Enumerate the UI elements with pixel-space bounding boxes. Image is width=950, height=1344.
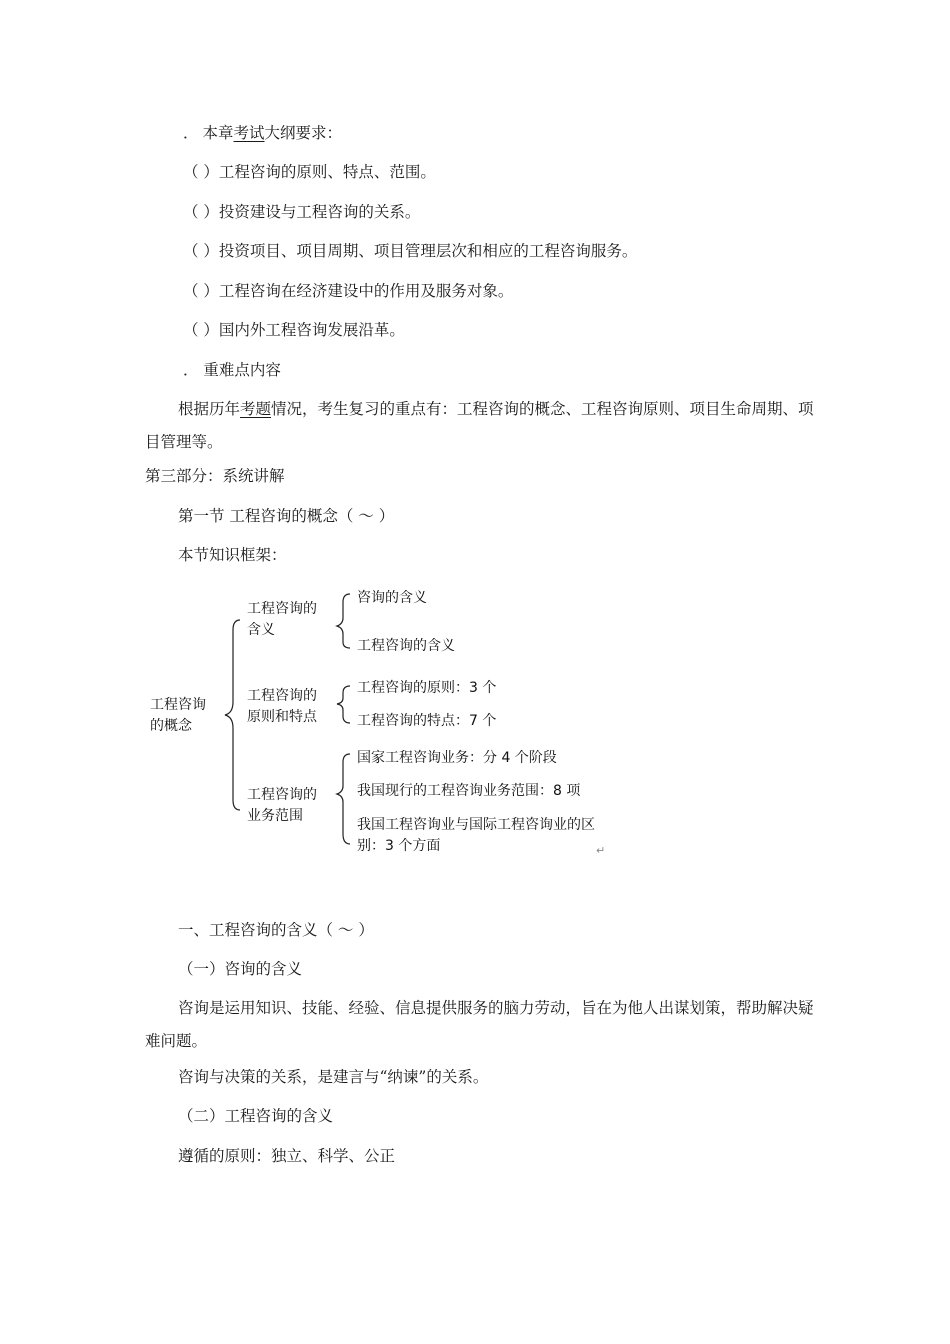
- heading-dot: ．: [183, 124, 199, 142]
- requirement-item: （ ）投资项目、项目周期、项目管理层次和相应的工程咨询服务。: [183, 242, 638, 260]
- chapter-requirements-heading: [183, 123, 342, 143]
- principles-text: 遵循的原则：独立、科学、公正: [178, 1147, 396, 1165]
- leaf-node: 国家工程咨询业务：分 4 个阶段: [357, 750, 557, 766]
- knowledge-framework-diagram: [140, 580, 640, 870]
- branch-label: 工程咨询的原则和特点: [247, 688, 317, 725]
- exam-link[interactable]: 考试: [233, 124, 265, 142]
- subsection-title: 一、工程咨询的含义（ ～ ）: [178, 921, 374, 939]
- heading-pre: 本章: [202, 124, 234, 142]
- leaf-node: 工程咨询的原则：3 个: [357, 680, 497, 696]
- return-mark-icon: ↵: [596, 844, 606, 857]
- branch-label: 工程咨询的业务范围: [247, 787, 317, 824]
- branch-label: 工程咨询的含义: [247, 601, 317, 638]
- framework-label: 本节知识框架：: [178, 546, 287, 564]
- key-points-post: 情况，考生复习的重点有：工程咨询的概念、工程咨询原则、项目生命周期、项目管理等。: [145, 400, 814, 451]
- section1-title: 第一节 工程咨询的概念（ ～ ）: [178, 507, 395, 525]
- branch3-brace: [337, 754, 350, 844]
- leaf-node: 工程咨询的特点：7 个: [357, 713, 497, 729]
- requirement-item: （ ）国内外工程咨询发展沿革。: [183, 321, 405, 339]
- leaf-node: 工程咨询的含义: [357, 638, 455, 654]
- part2-title: （二）工程咨询的含义: [178, 1107, 334, 1125]
- leaf-node: 我国工程咨询业与国际工程咨询业的区别：3 个方面: [357, 817, 595, 854]
- requirement-item: （ ）投资建设与工程咨询的关系。: [183, 203, 421, 221]
- heading-post: 大纲要求：: [264, 124, 343, 142]
- part3-title: 第三部分：系统讲解: [145, 467, 285, 485]
- consulting-definition: 咨询是运用知识、技能、经验、信息提供服务的脑力劳动，旨在为他人出谋划策，帮助解决疑难问题。: [145, 999, 814, 1050]
- key-points-pre: 根据历年: [178, 400, 241, 418]
- part1-title: （一）咨询的含义: [178, 960, 303, 978]
- requirement-item: （ ）工程咨询在经济建设中的作用及服务对象。: [183, 282, 514, 300]
- consulting-decision-relation: 咨询与决策的关系，是建言与“纳谏”的关系。: [178, 1068, 489, 1086]
- key-points-text: [145, 393, 815, 459]
- branch2-brace: [337, 686, 350, 723]
- leaf-node: 我国现行的工程咨询业务范围：8 项: [357, 783, 581, 799]
- requirement-item: （ ）工程咨询的原则、特点、范围。: [183, 163, 436, 181]
- past-exams-link[interactable]: 考题: [240, 400, 272, 418]
- root-node: 工程咨询的概念: [150, 697, 206, 734]
- branch1-brace: [337, 594, 350, 648]
- key-points-heading: ． 重难点内容: [183, 361, 281, 379]
- root-brace: [225, 620, 240, 810]
- leaf-node: 咨询的含义: [357, 590, 427, 606]
